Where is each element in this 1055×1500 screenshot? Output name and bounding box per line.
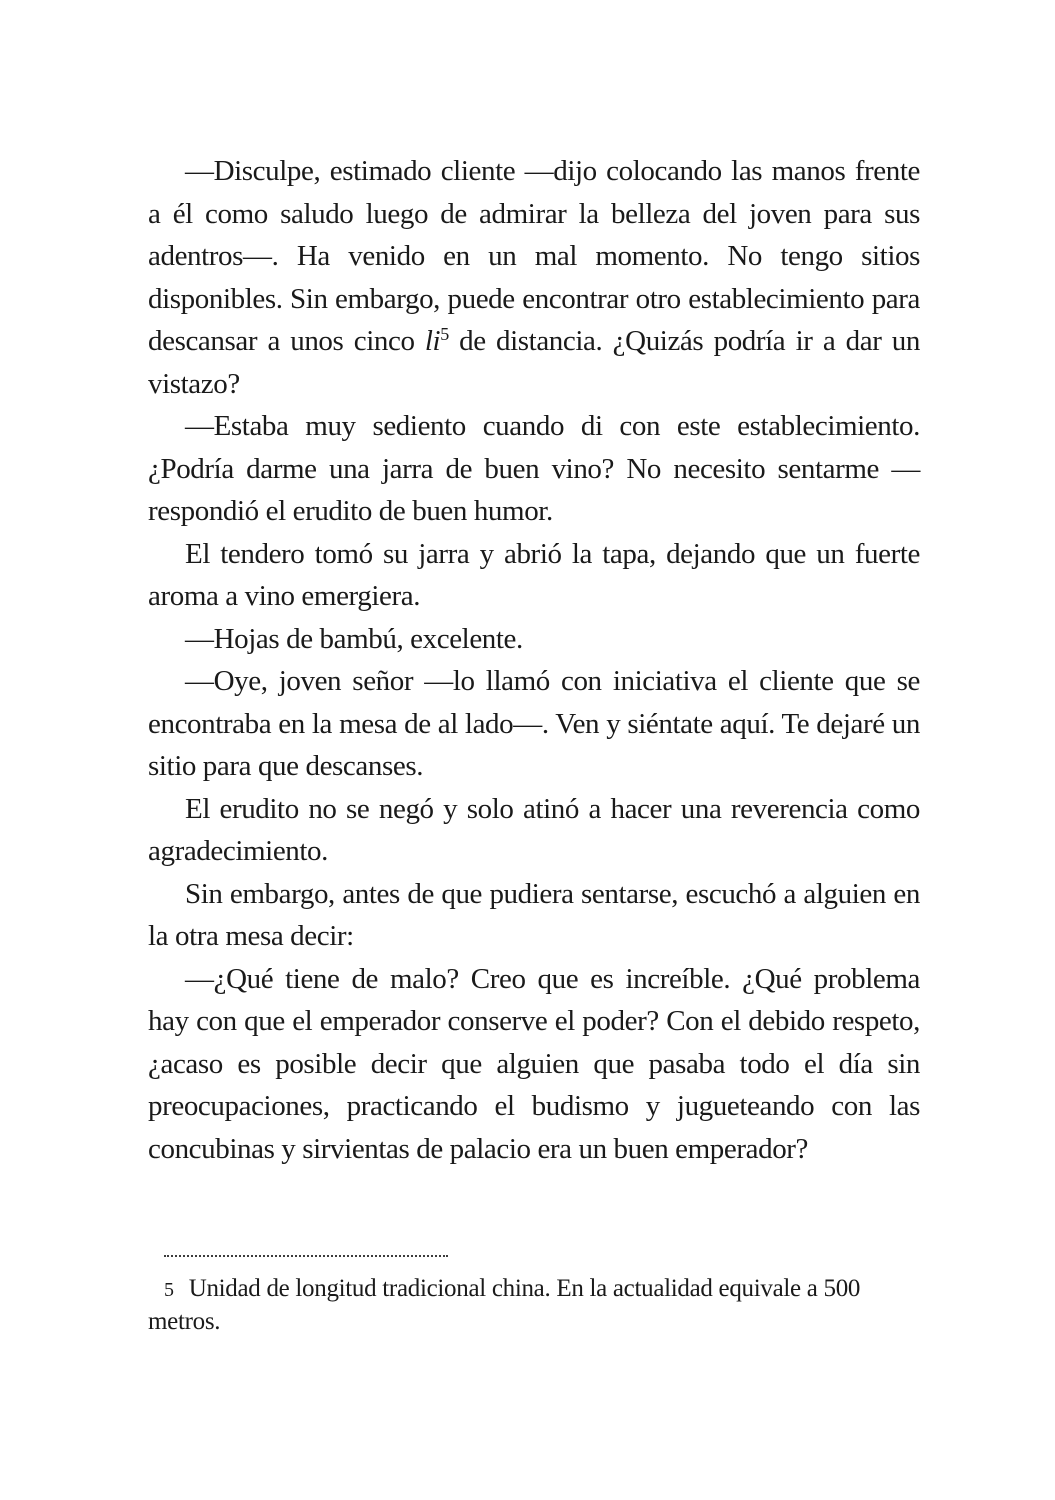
paragraph: —¿Qué tiene de malo? Creo que es increíble. ¿Qué problema hay con que el emperador conserve el poder? Con el debido respeto, ¿acaso es posible decir que alguien que pasaba todo el día sin preocupaciones, practicando el budismo y jugueteando con las concubinas y sirvientas de palacio era un buen emperador? — [148, 962, 920, 1165]
footnote-section — [148, 1255, 920, 1338]
footnote-marker: 5 — [164, 1279, 174, 1301]
paragraph: —Oye, joven señor —lo llamó con iniciativa el cliente que se encontraba en la mesa de al lado—. Ven y siéntate aquí. Te dejaré un sitio para que descanses. — [148, 665, 920, 782]
footnote-text: Unidad de longitud tradicional china. En la actualidad equivale a 500 metros. — [148, 1275, 861, 1335]
paragraph: —Hojas de bambú, excelente. — [185, 622, 523, 655]
text-segment: de distancia. ¿Quizás podría ir a dar un vistazo? — [148, 325, 920, 400]
text-segment: —Disculpe, estimado cliente —dijo colocando las manos frente a él como saludo luego de admirar la belleza del joven para sus adentros—. Ha venido en un mal momento. No tengo sitios disponibles. Sin embargo, puede encontrar otro establecimiento para descansar a unos cinco — [148, 155, 920, 357]
footnote-separator-rule — [164, 1255, 448, 1257]
paragraph: El tendero tomó su jarra y abrió la tapa, dejando que un fuerte aroma a vino emergiera. — [148, 537, 920, 612]
footnote-reference: 5 — [440, 324, 449, 344]
paragraph: Sin embargo, antes de que pudiera sentarse, escuchó a alguien en la otra mesa decir: — [148, 877, 920, 952]
paragraph — [148, 150, 920, 405]
italic-term-li: li — [424, 325, 441, 357]
text-column — [148, 150, 920, 1170]
paragraph: —Estaba muy sediento cuando di con este establecimiento. ¿Podría darme una jarra de buen vino? No necesito sentarme —respondió el erudito de buen humor. — [148, 410, 920, 527]
footnote — [148, 1273, 920, 1338]
paragraph: El erudito no se negó y solo atinó a hacer una reverencia como agradecimiento. — [148, 792, 920, 867]
